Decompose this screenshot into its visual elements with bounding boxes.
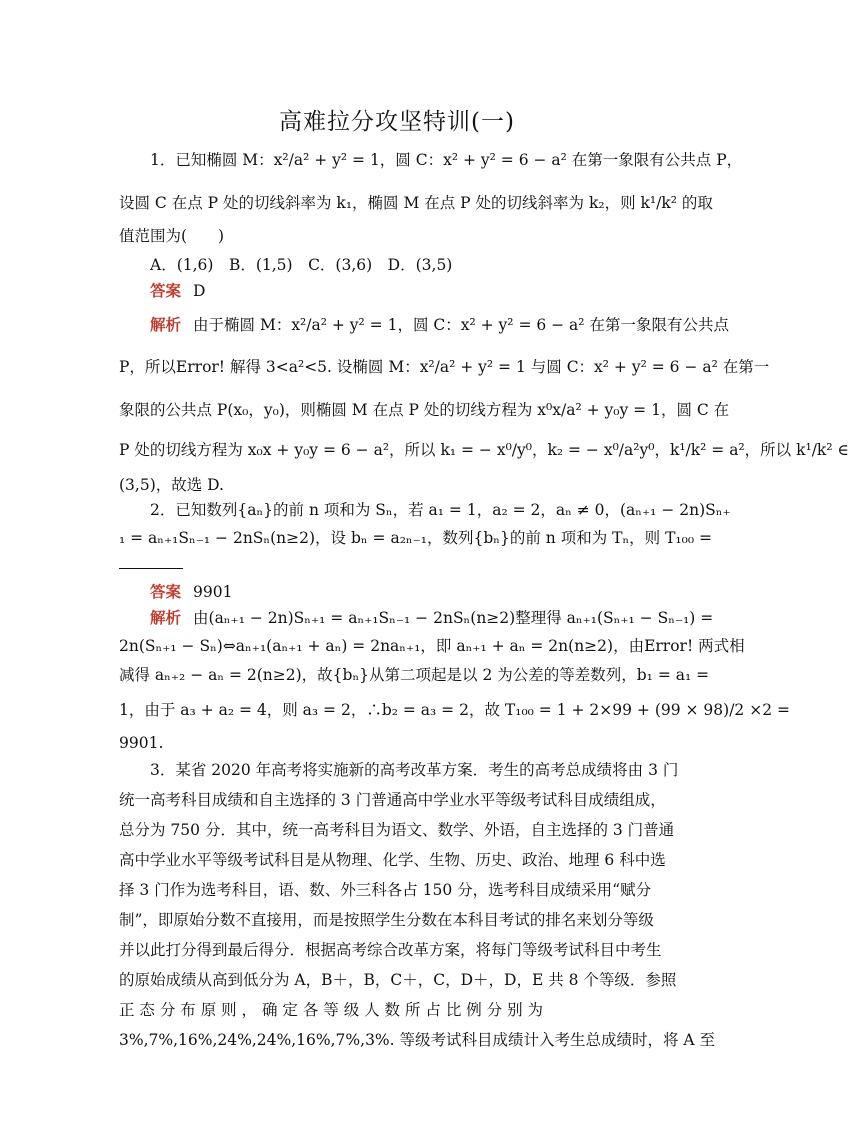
q1-analysis-line-2: P，所以Error! 解得 3<a²<5. 设椭圆 M：x²/a² + y² = 1 与圆 C：x² + y² = 6 − a² 在第一 <box>119 358 770 376</box>
q3-line-10: 3%,7%,16%,24%,24%,16%,7%,3%. 等级考试科目成绩计入考生总成绩时，将 A 至 <box>119 1031 716 1049</box>
analysis-text: 由(aₙ₊₁ − 2n)Sₙ₊₁ = aₙ₊₁Sₙ₋₁ − 2nSₙ(n≥2)整理得 aₙ₊₁(Sₙ₊₁ − Sₙ₋₁) = <box>193 609 714 627</box>
q3-line-7: 并以此打分得到最后得分．根据高考综合改革方案，将每门等级考试科目中考生 <box>119 941 662 959</box>
q2-analysis-line-4: 1，由于 a₃ + a₂ = 4，则 a₃ = 2，∴b₂ = a₃ = 2，故 T₁₀₀ = 1 + 2×99 + (99 × 98)/2 ×2 = <box>119 701 790 719</box>
answer-value: D <box>193 282 206 300</box>
q1-analysis-line-3: 象限的公共点 P(x₀，y₀)，则椭圆 M 在点 P 处的切线方程为 x⁰x/a² + y₀y = 1，圆 C 在 <box>119 401 730 419</box>
q1-line-1: 1．已知椭圆 M：x²/a² + y² = 1，圆 C：x² + y² = 6 − a² 在第一象限有公共点 P， <box>150 151 743 169</box>
q1-analysis-line-5: (3,5)，故选 D. <box>119 476 224 494</box>
answer-value: 9901 <box>193 583 233 601</box>
q2-line-1: 2．已知数列{aₙ}的前 n 项和为 Sₙ，若 a₁ = 1，a₂ = 2，aₙ ≠ 0，(aₙ₊₁ − 2n)Sₙ₊ <box>150 501 731 519</box>
q2-analysis-line-5: 9901. <box>119 734 164 752</box>
analysis-label: 解析 <box>150 315 182 334</box>
answer-label: 答案 <box>150 582 182 601</box>
q3-line-6: 制”，即原始分数不直接用，而是按照学生分数在本科目考试的排名来划分等级 <box>119 911 654 929</box>
q3-line-1: 3．某省 2020 年高考将实施新的高考改革方案．考生的高考总成绩将由 3 门 <box>150 761 679 779</box>
analysis-label: 解析 <box>150 608 182 627</box>
q3-line-9: 正 态 分 布 原 则 ， 确 定 各 等 级 人 数 所 占 比 例 分 别 为 <box>119 1001 544 1019</box>
answer-label: 答案 <box>150 281 182 300</box>
q1-options: A．(1,6) B．(1,5) C．(3,6) D．(3,5) <box>150 256 453 274</box>
q3-line-4: 高中学业水平等级考试科目是从物理、化学、生物、历史、政治、地理 6 科中选 <box>119 851 666 869</box>
q3-line-8: 的原始成绩从高到低分为 A，B＋，B，C＋，C，D＋，D，E 共 8 个等级．参照 <box>119 971 677 989</box>
q3-line-5: 择 3 门作为选考科目，语、数、外三科各占 150 分，选考科目成绩采用“赋分 <box>119 881 652 899</box>
q1-line-3: 值范围为( ) <box>119 227 225 245</box>
q1-line-2: 设圆 C 在点 P 处的切线斜率为 k₁，椭圆 M 在点 P 处的切线斜率为 k₂，则 k¹/k² 的取 <box>119 194 713 212</box>
q2-line-2: ₁ = aₙ₊₁Sₙ₋₁ − 2nSₙ(n≥2)，设 bₙ = a₂ₙ₋₁，数列{bₙ}的前 n 项和为 Tₙ，则 T₁₀₀ = <box>119 529 712 547</box>
q3-line-3: 总分为 750 分．其中，统一高考科目为语文、数学、外语，自主选择的 3 门普通 <box>119 821 675 839</box>
q2-answer <box>150 582 675 602</box>
q2-analysis-line-1 <box>150 608 714 628</box>
q1-answer <box>150 281 675 301</box>
q2-analysis-line-3: 减得 aₙ₊₂ − aₙ = 2(n≥2)，故{bₙ}从第二项起是以 2 为公差的等差数列，b₁ = a₁ = <box>119 666 710 684</box>
q1-analysis-line-1 <box>150 315 729 335</box>
q2-analysis-line-2: 2n(Sₙ₊₁ − Sₙ)⇔aₙ₊₁(aₙ₊₁ + aₙ) = 2naₙ₊₁，即 aₙ₊₁ + aₙ = 2n(n≥2)，由Error! 两式相 <box>119 637 745 655</box>
page-title: 高难拉分攻坚特训(一) <box>279 109 515 135</box>
answer-blank-line <box>119 568 183 569</box>
q3-line-2: 统一高考科目成绩和自主选择的 3 门普通高中学业水平等级考试科目成绩组成， <box>119 791 666 809</box>
analysis-text: 由于椭圆 M：x²/a² + y² = 1，圆 C：x² + y² = 6 − a² 在第一象限有公共点 <box>193 316 729 334</box>
q1-analysis-line-4: P 处的切线方程为 x₀x + y₀y = 6 − a²，所以 k₁ = − x⁰/y⁰，k₂ = − x⁰/a²y⁰，k¹/k² = a²，所以 k¹/k² ∈ <box>119 441 849 459</box>
